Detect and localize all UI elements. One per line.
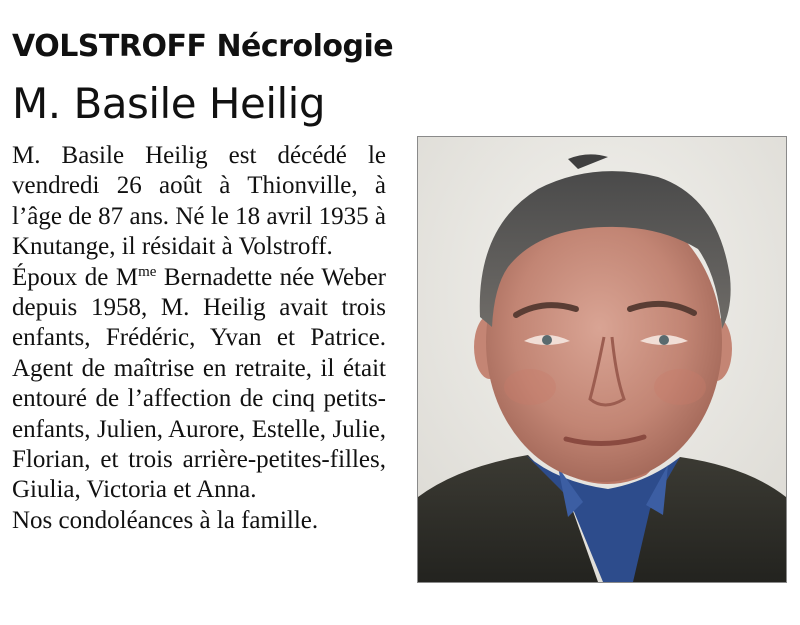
section-kicker [12,30,393,64]
body-paragraph-1: M. Basile Heilig est décédé le vendredi 26 août à Thionville, à l’âge de 87 ans. Né le 18 avril 1935 à Knutange, il résidait à Volstroff. [12,142,386,261]
body-paragraph-2 [12,263,386,506]
p2-start: Époux de M [12,263,139,291]
p2-rest: Bernadette née Weber depuis 1958, M. Heilig avait trois enfants, Frédéric, Yvan et Patrice. Agent de maîtrise en retraite, il était entouré de l’affection de cinq petits-enfants, Julien, Aurore, Estelle, Julie, Florian, et trois arrière-petites-filles, Giulia, Victoria et Anna. [12,263,386,504]
portrait-photo [417,136,787,583]
body-paragraph-3: Nos condoléances à la famille. [12,506,319,534]
article-body [12,141,386,536]
portrait-illustration [418,137,786,582]
p2-superscript: me [138,263,157,280]
article-headline: M. Basile Heilig [12,79,325,128]
kicker-section: Nécrologie [216,29,394,64]
kicker-place: VOLSTROFF [12,29,207,64]
